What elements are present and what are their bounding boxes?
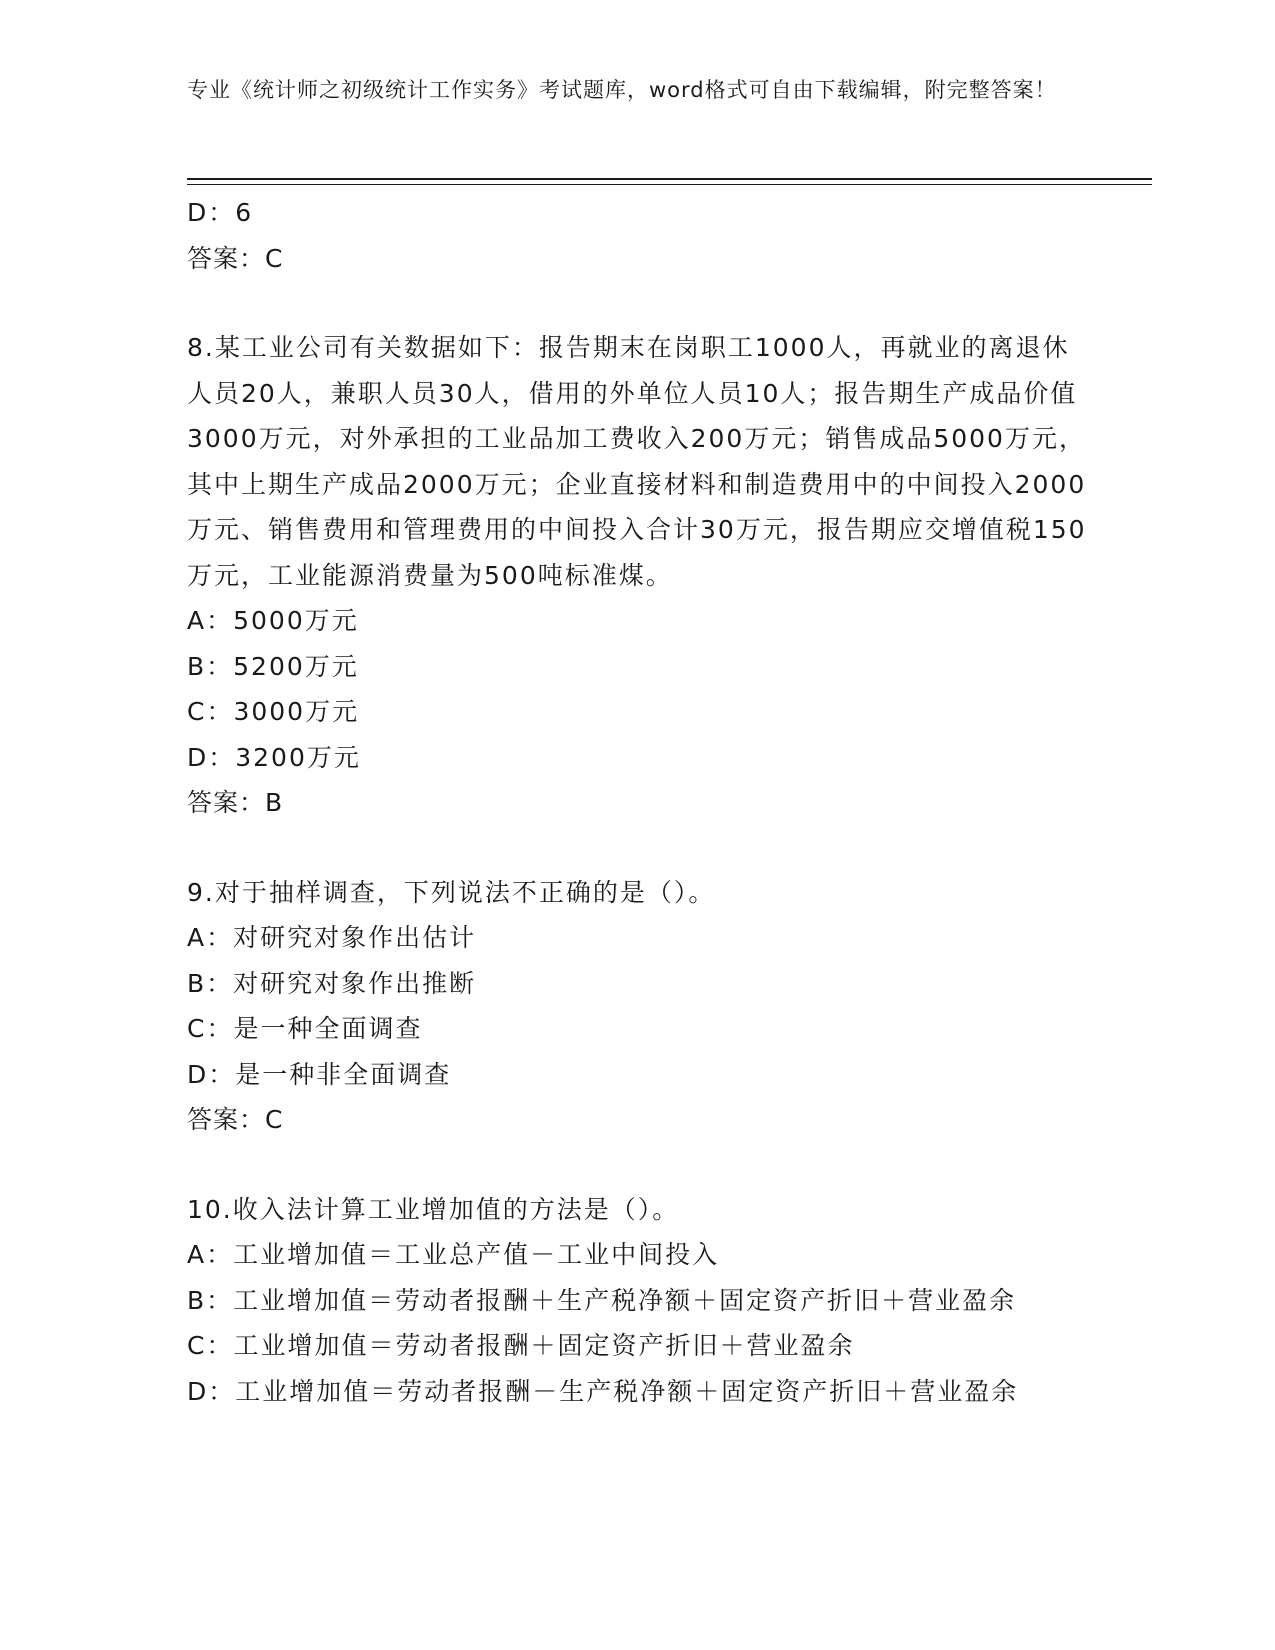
question-9-option-c: C：是一种全面调查 [187, 1014, 423, 1043]
question-content [187, 190, 1087, 1414]
question-9-option-d: D：是一种非全面调查 [187, 1059, 452, 1089]
question-10 [187, 1187, 1087, 1415]
question-8-answer: 答案：B [187, 788, 284, 817]
prev-answer: 答案：C [187, 243, 284, 273]
question-8-option-c: C：3000万元 [187, 697, 360, 726]
prev-option-d: D：6 [187, 198, 254, 227]
document-header: 专业《统计师之初级统计工作实务》考试题库，word格式可自由下载编辑，附完整答案！ [187, 78, 1057, 102]
header-divider-thin [187, 184, 1152, 185]
question-8-option-a: A：5000万元 [187, 606, 359, 635]
question-9 [187, 870, 1087, 1143]
question-10-option-a: A：工业增加值＝工业总产值－工业中间投入 [187, 1240, 720, 1269]
question-9-answer: 答案：C [187, 1105, 284, 1134]
question-9-option-a: A：对研究对象作出估计 [187, 923, 477, 952]
question-8-option-b: B：5200万元 [187, 651, 359, 681]
header-divider-thick [187, 178, 1152, 180]
question-10-option-d: D：工业增加值＝劳动者报酬－生产税净额＋固定资产折旧＋营业盈余 [187, 1376, 1019, 1406]
question-8-stem: 8.某工业公司有关数据如下：报告期末在岗职工1000人，再就业的离退休人员20人，兼职人员30人，借用的外单位人员10人；报告期生产成品价值3000万元，对外承担的工业品加工费收入200万元；销售成品5000万元，其中上期生产成品2000万元；企业直接材料和制造费用中的中间投入2000万元、销售费用和管理费用的中间投入合计30万元，报告期应交增值税150万元，工业能源消费量为500吨标准煤。 [187, 333, 1087, 590]
question-8 [187, 325, 1087, 826]
question-10-option-c: C：工业增加值＝劳动者报酬＋固定资产折旧＋营业盈余 [187, 1331, 855, 1360]
question-9-stem: 9.对于抽样调查，下列说法不正确的是（）。 [187, 877, 716, 907]
question-10-stem: 10.收入法计算工业增加值的方法是（）。 [187, 1194, 680, 1224]
question-8-option-d: D：3200万元 [187, 742, 361, 772]
question-10-option-b: B：工业增加值＝劳动者报酬＋生产税净额＋固定资产折旧＋营业盈余 [187, 1285, 1017, 1315]
question-9-option-b: B：对研究对象作出推断 [187, 968, 477, 998]
